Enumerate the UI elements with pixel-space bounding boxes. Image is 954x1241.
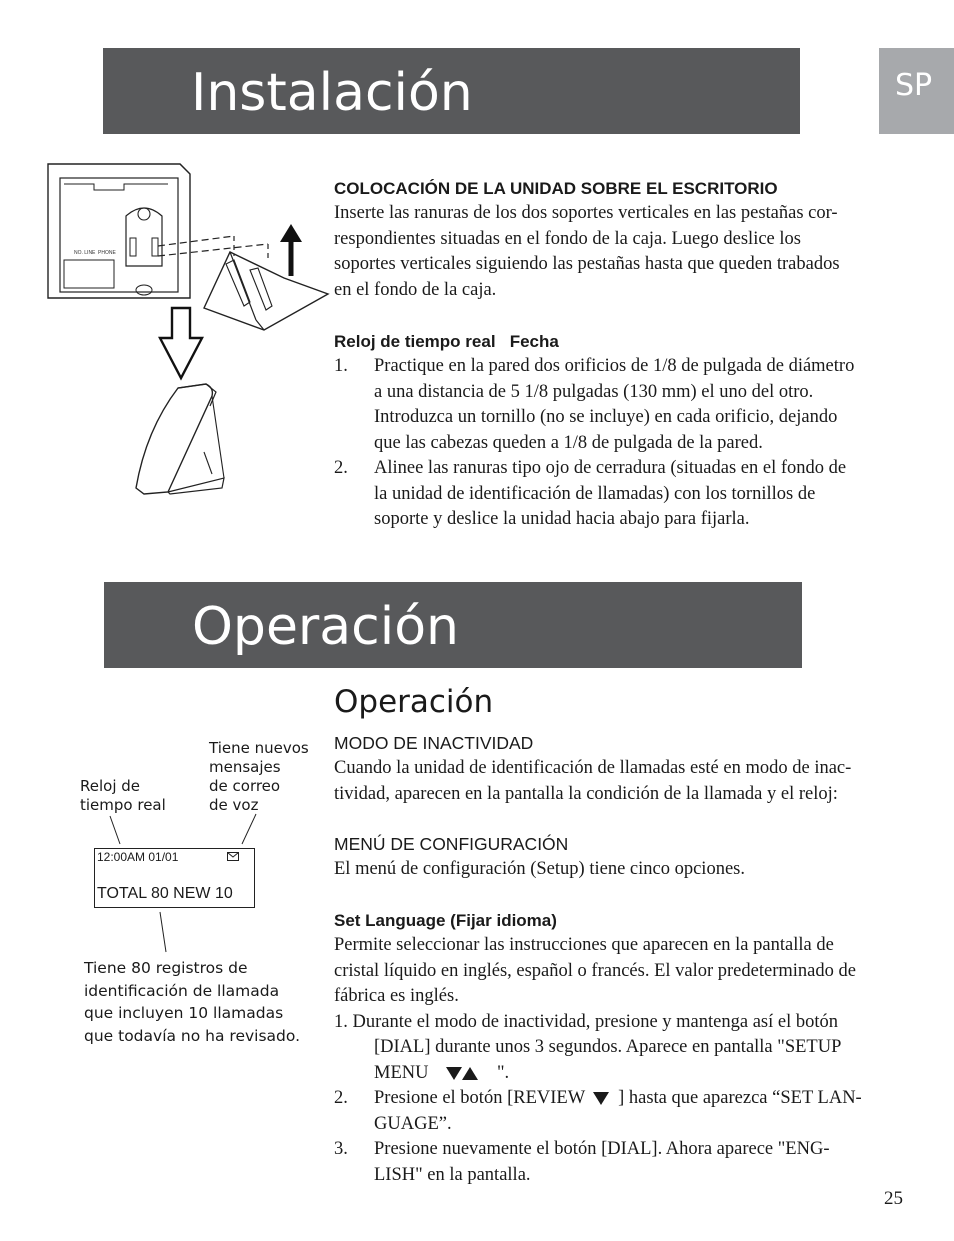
callout-line: de voz xyxy=(209,796,259,814)
step2-text: ] hasta que aparezca “SET LAN- xyxy=(618,1088,862,1108)
envelope-icon xyxy=(227,852,239,861)
operation-title: Operación xyxy=(192,597,459,657)
idle-line: Cuando la unidad de identificación de llamadas esté en modo de inac- xyxy=(334,758,852,778)
step1-line-menu xyxy=(334,1061,924,1087)
operation-subtitle: Operación xyxy=(334,684,494,720)
step1-line: 1. Durante el modo de inactividad, presione y mantenga así el botón xyxy=(334,1011,838,1032)
desk-mount-illustration xyxy=(44,160,334,500)
jack-label-line: NO. LINE xyxy=(74,250,96,256)
step2-line: GUAGE”. xyxy=(374,1113,452,1134)
installation-banner xyxy=(103,48,800,134)
wall-step xyxy=(334,354,924,456)
lcd-totals-line: TOTAL 80 NEW 10 xyxy=(97,885,233,902)
callout-records xyxy=(84,957,300,1047)
set-language-line: cristal líquido en inglés, español o francés. El valor predeterminado de xyxy=(334,960,856,981)
page-number: 25 xyxy=(884,1188,903,1209)
idle-line: tividad, aparecen en la pantalla la condición de la llamada y el reloj: xyxy=(334,783,838,804)
desk-line: respondientes situadas en el fondo de la caja. Luego deslice los xyxy=(334,228,801,249)
callout-line: que todavía no ha revisado. xyxy=(84,1026,301,1045)
step-number: 2. xyxy=(334,1088,348,1108)
set-language-heading: Set Language (Fijar idioma) xyxy=(334,911,557,930)
step-line: Alinee las ranuras tipo ojo de cerradura (situadas en el fondo de xyxy=(374,458,847,478)
step-line: que las cabezas queden a 1/8 de pulgada de la pared. xyxy=(374,432,763,453)
lcd-clock-line: 12:00AM 01/01 xyxy=(97,850,179,864)
callout-voicemail xyxy=(209,739,309,815)
callout-line: Tiene nuevos xyxy=(209,739,309,757)
step3 xyxy=(334,1137,924,1188)
step1-line: [DIAL] durante unos 3 segundos. Aparece en pantalla "SETUP xyxy=(374,1037,842,1057)
step2 xyxy=(334,1086,924,1137)
callout-line: de correo xyxy=(209,777,281,795)
idle-heading: MODO DE INACTIVIDAD xyxy=(334,733,534,753)
set-language-section xyxy=(334,908,924,1188)
step3-line: Presione nuevamente el botón [DIAL]. Ahora aparece "ENG- xyxy=(374,1139,830,1159)
desk-line: soportes verticales siguiendo las pestañas hasta que queden trabados xyxy=(334,254,840,274)
lcd-display xyxy=(94,848,255,908)
step-number: 2. xyxy=(334,458,348,478)
callout-line: Reloj de xyxy=(80,777,141,795)
arrow-down-icon xyxy=(593,1092,609,1105)
config-section xyxy=(334,832,924,883)
set-language-line: fábrica es inglés. xyxy=(334,986,459,1006)
wall-heading: Reloj de tiempo real Fecha xyxy=(334,332,559,351)
desk-heading: COLOCACIÓN DE LA UNIDAD SOBRE EL ESCRITORIO xyxy=(334,179,778,198)
arrow-up-icon xyxy=(462,1067,478,1080)
step1-menu-text: MENU xyxy=(374,1062,429,1083)
wall-step xyxy=(334,456,924,533)
step2-text: Presione el botón [REVIEW xyxy=(374,1088,585,1108)
step-line: Introduzca un tornillo (no se incluye) en cada orificio, dejando xyxy=(374,407,838,427)
desk-line: Inserte las ranuras de los dos soportes verticales en las pestañas cor- xyxy=(334,203,838,223)
callout-line: que incluyen 10 llamadas xyxy=(84,1004,284,1022)
step1-menu-close: ". xyxy=(496,1062,510,1083)
operation-banner xyxy=(104,582,802,668)
step2-line xyxy=(374,1086,924,1112)
step-line: a una distancia de 5 1/8 pulgadas (130 mm) el uno del otro. xyxy=(374,381,814,402)
config-text: El menú de configuración (Setup) tiene cinco opciones. xyxy=(334,859,745,879)
callout-line: identificación de llamada xyxy=(84,981,280,1000)
callout-line: tiempo real xyxy=(80,796,166,814)
arrow-down-icon xyxy=(446,1067,462,1080)
idle-section xyxy=(334,731,924,807)
step3-line: LISH" en la pantalla. xyxy=(374,1164,531,1185)
desk-line: en el fondo de la caja. xyxy=(334,279,497,300)
step-line: la unidad de identificación de llamadas) con los tornillos de xyxy=(374,483,816,504)
step-number: 1. xyxy=(334,356,348,376)
language-tab xyxy=(879,48,954,134)
callout-line: Tiene 80 registros de xyxy=(84,959,248,977)
callout-line: mensajes xyxy=(209,758,281,776)
step-line: Practique en la pared dos orificios de 1/8 de pulgada de diámetro xyxy=(374,356,855,376)
wall-steps xyxy=(334,354,924,533)
step-number: 3. xyxy=(334,1139,348,1159)
jack-label-phone: PHONE xyxy=(98,250,116,256)
installation-title: Instalación xyxy=(191,63,473,123)
wall-section xyxy=(334,329,924,533)
set-language-line: Permite seleccionar las instrucciones que aparecen en la pantalla de xyxy=(334,935,834,955)
config-heading: MENÚ DE CONFIGURACIÓN xyxy=(334,834,569,854)
language-tab-label: SP xyxy=(895,68,933,103)
step-line: soporte y deslice la unidad hacia abajo para fijarla. xyxy=(374,509,750,529)
desk-section xyxy=(334,176,924,303)
